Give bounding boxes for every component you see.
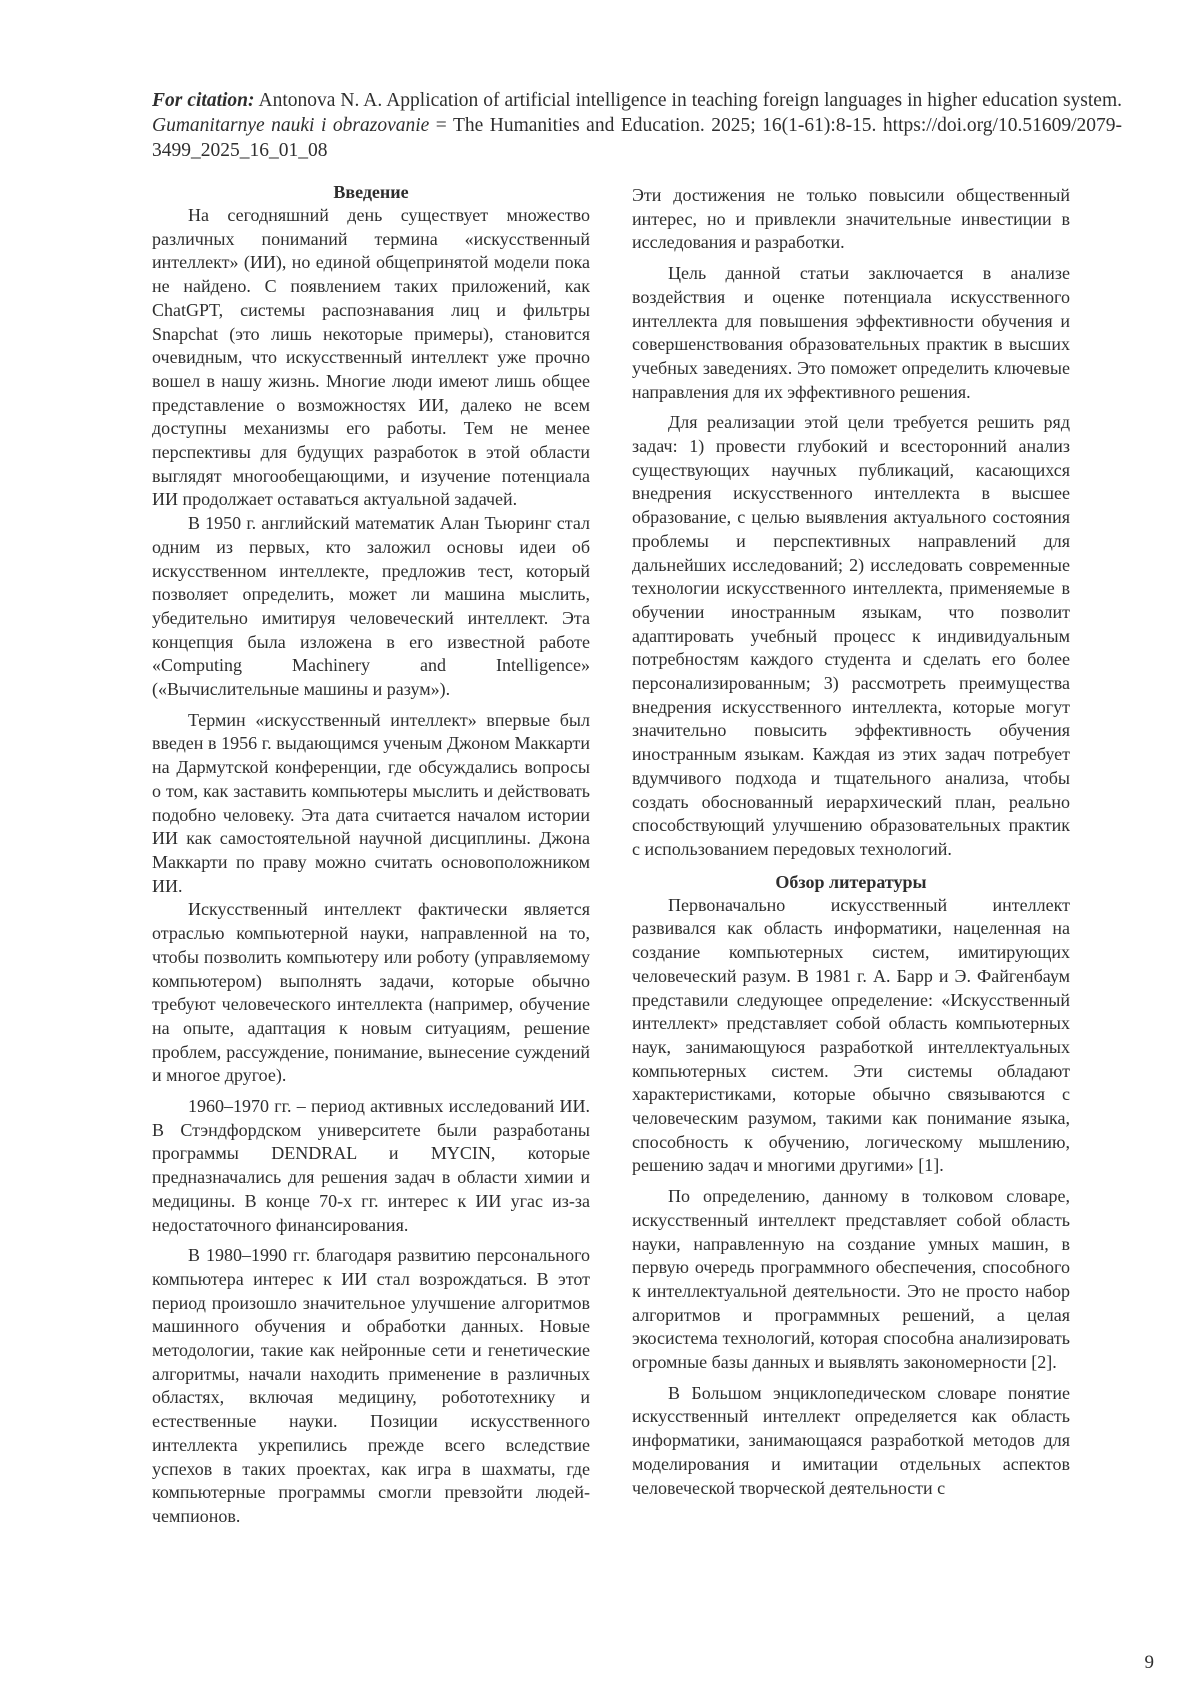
right-column xyxy=(632,184,1070,1500)
paragraph: Для реализации этой цели требуется решить ряд задач: 1) провести глубокий и всесторонний анализ существующих научных публикаций, касающихся внедрения искусственного интеллекта в высшее образование, с целью выявления актуального состояния проблемы и перспективных направлений для дальнейших исследований; 2) исследовать современные технологии искусственного интеллекта, применяемые в обучении иностранным языкам, что позволит адаптировать учебный процесс к индивидуальным потребностям каждого студента и сделать его более персонализированным; 3) рассмотреть преимущества внедрения искусственного интеллекта, которые могут значительно повысить эффективность обучения иностранным языкам. Каждая из этих задач потребует вдумчивого подхода и тщательного анализа, чтобы создать обоснованный иерархический план, реально способствующий улучшению образовательных практик с использованием передовых технологий. xyxy=(632,412,1070,859)
paragraph: Термин «искусственный интеллект» впервые был введен в 1956 г. выдающимся ученым Джоном Маккарти на Дармутской конференции, где обсуждались вопросы о том, как заставить компьютеры мыслить и действовать подобно человеку. Эта дата считается началом истории ИИ как самостоятельной научной дисциплины. Джона Маккарти по праву можно считать основоположником ИИ. xyxy=(152,709,590,896)
section-heading-literature-review: Обзор литературы xyxy=(775,871,927,892)
paragraph: В 1980–1990 гг. благодаря развитию персонального компьютера интерес к ИИ стал возрождаться. В этот период произошло значительное улучшение алгоритмов машинного обучения и обработки данных. Новые методологии, такие как нейронные сети и генетические алгоритмы, начали находить применение в различных областях, включая медицину, робототехнику и естественные науки. Позиции искусственного интеллекта укрепились прежде всего вследствие успехов в таких проектах, как игра в шахматы, где компьютерные программы смогли превзойти людей-чемпионов. xyxy=(152,1245,590,1526)
paragraph: На сегодняшний день существует множество различных пониманий термина «искусственный интеллект» (ИИ), но единой общепринятой модели пока не найдено. С появлением таких приложений, как ChatGPT, системы распознавания лиц и фильтры Snapchat (это лишь некоторые примеры), становится очевидным, что искусственный интеллект уже прочно вошел в нашу жизнь. Многие люди имеют лишь общее представление о возможностях ИИ, далеко не всем доступны механизмы его работы. Тем не менее перспективы для будущих разработок в этой области выглядят многообещающими, и изучение потенциала ИИ продолжает оставаться актуальной задачей. xyxy=(152,205,590,510)
paragraph: В 1950 г. английский математик Алан Тьюринг стал одним из первых, кто заложил основы идеи об искусственном интеллекте, предложив тест, который позволяет определить, может ли машина мыслить, убедительно имитируя человеческий интеллект. Эта концепция была изложена в его известной работе «Computing Machinery and Intelligence» («Вычислительные машины и разум»). xyxy=(152,513,590,700)
left-column xyxy=(152,180,590,1529)
citation-part2: = The Humanities and Education. 2025; 16(1-61):8-15. https://doi.org/10.51609/2079-3499_2025_16_01_08 xyxy=(152,115,1122,161)
citation-label: For citation: xyxy=(152,90,255,111)
paragraph: По определению, данному в толковом словаре, искусственный интеллект представляет собой область науки, направленную на создание умных машин, в первую очередь программного обеспечения, способного к интеллектуальной деятельности. Это не просто набор алгоритмов и программных решений, а целая экосистема технологий, которая способна анализировать огромные базы данных и выявлять закономерности [2]. xyxy=(632,1186,1070,1373)
paragraph: Первоначально искусственный интеллект развивался как область информатики, нацеленная на создание компьютерных систем, имитирующих человеческий разум. В 1981 г. А. Барр и Э. Файгенбаум представили следующее определение: «Искусственный интеллект» представляет собой область компьютерных наук, занимающуюся разработкой интеллектуальных компьютерных систем. Эти системы обладают характеристиками, которые обычно связываются с человеческим разумом, такими как понимание языка, способность к обучению, логическому мышлению, решению задач и многими другими» [1]. xyxy=(632,894,1070,1176)
paragraph: Искусственный интеллект фактически является отраслью компьютерной науки, направленной на то, чтобы позволить компьютеру или роботу (управляемому компьютером) выполнять задачи, которые обычно требуют человеческого интеллекта (например, обучение на опыте, адаптация к новым ситуациям, решение проблем, рассуждение, понимание, вынесение суждений и многое другое). xyxy=(152,899,590,1086)
citation-journal: Gumanitarnye nauki i obrazovanie xyxy=(152,115,430,136)
citation-part1: Antonova N. A. Application of artificial intelligence in teaching foreign languages in higher education system. xyxy=(258,90,1122,111)
paragraph: Цель данной статьи заключается в анализе воздействия и оценке потенциала искусственного интеллекта для повышения эффективности обучения и совершенствования образовательных практик в высших учебных заведениях. Это поможет определить ключевые направления для их эффективного решения. xyxy=(632,263,1070,402)
paragraph: 1960–1970 гг. – период активных исследований ИИ. В Стэндфордском университете были разработаны программы DENDRAL и MYCIN, которые предназначались для решения задач в области химии и медицины. В конце 70-х гг. интерес к ИИ угас из-за недостаточного финансирования. xyxy=(152,1096,590,1235)
paragraph: В Большом энциклопедическом словаре понятие искусственный интеллект определяется как область информатики, занимающаяся разработкой методов для моделирования и имитации отдельных аспектов человеческой творческой деятельности с xyxy=(632,1382,1070,1498)
section-heading-introduction: Введение xyxy=(333,182,409,202)
page-number: 9 xyxy=(1144,1652,1154,1673)
paragraph: Эти достижения не только повысили общественный интерес, но и привлекли значительные инвестиции в исследования и разработки. xyxy=(632,185,1070,253)
citation xyxy=(152,88,1122,163)
